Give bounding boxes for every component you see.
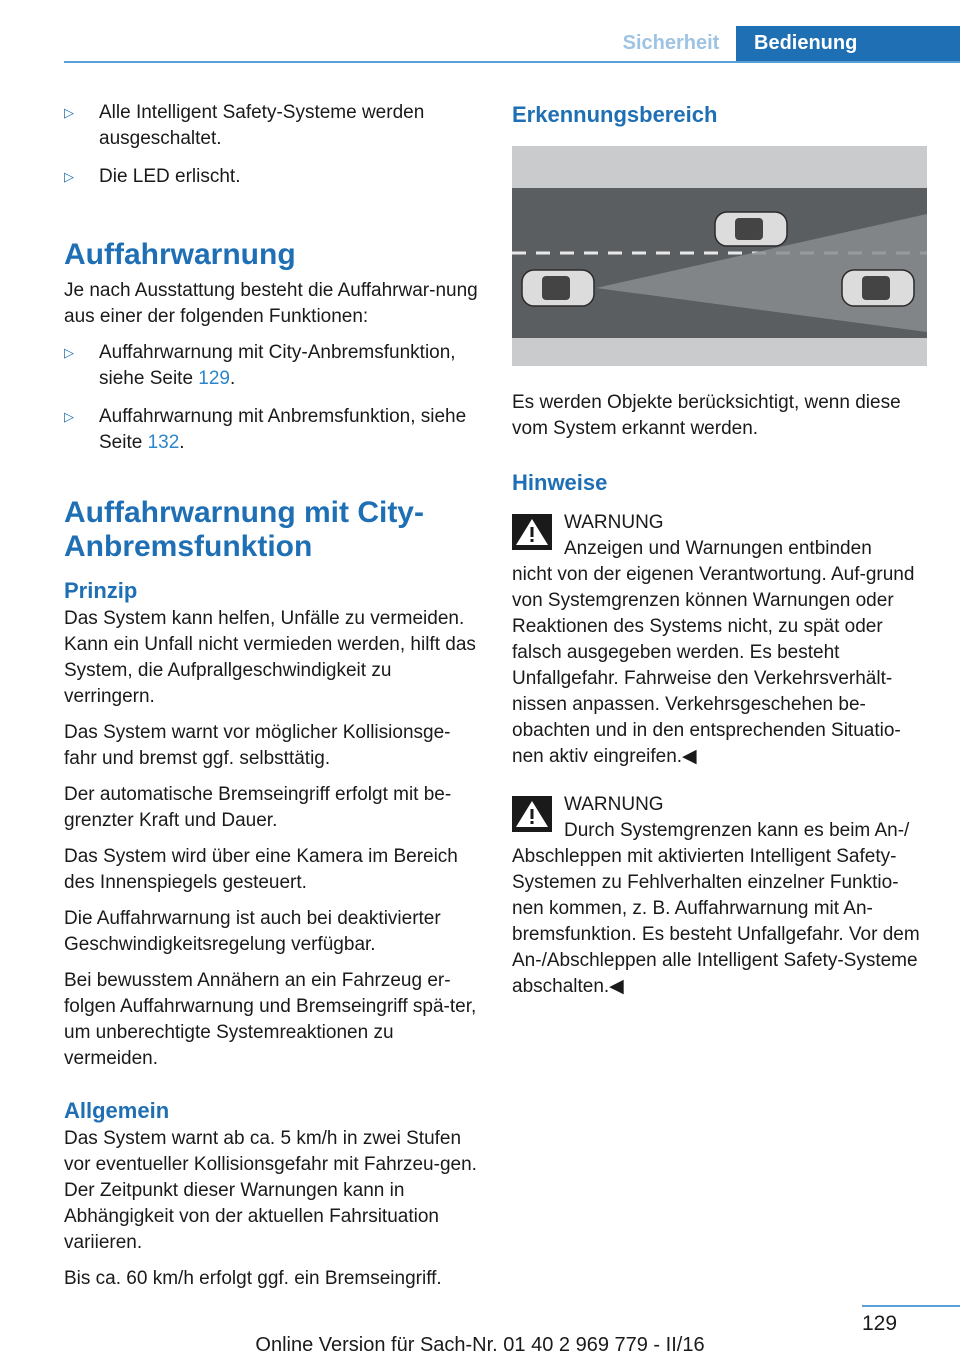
list-item: ▷ Auffahrwarnung mit City-Anbremsfunktion, siehe Seite 129. [64, 340, 479, 392]
car-right [842, 270, 914, 306]
subheading-prinzip: Prinzip [64, 578, 138, 603]
warning-title: WARNUNG [564, 794, 664, 815]
triangle-bullet-icon: ▷ [64, 409, 74, 424]
warning-triangle-icon [512, 796, 552, 832]
warning-block [512, 510, 927, 770]
car-center [715, 212, 787, 246]
page-link-132[interactable]: 132 [147, 432, 180, 453]
list-item: ▷ Auffahrwarnung mit Anbremsfunktion, siehe Seite 132. [64, 404, 479, 456]
tab-bedienung[interactable]: Bedienung [736, 26, 960, 61]
page-number-rule [862, 1305, 960, 1307]
footer-online-version: Online Version für Sach-Nr. 01 40 2 969 779 - II/16 [255, 1334, 705, 1356]
detection-range-illustration [512, 146, 927, 366]
tab-sicherheit[interactable]: Sicherheit [622, 32, 720, 54]
warning-block [512, 792, 927, 1000]
subheading-allgemein: Allgemein [64, 1098, 170, 1123]
paragraph: Das System warnt ab ca. 5 km/h in zwei Stufen vor eventueller Kollisionsgefahr mit Fahrzeu-gen. Der Zeitpunkt dieser Warnungen kann in Abhängigkeit von der aktuellen Fahrsituation variieren. [64, 1128, 477, 1253]
warning-text: nicht von der eigenen Verantwortung. Auf-grund von Systemgrenzen können Warnungen oder Reaktionen des Systems nicht, zu spät oder falsch ausgegeben werden. Es besteht Unfallgefahr. Fahrweise den Verkehrsverhält-nissen anpassen. Verkehrsgeschehen be-obachten und in den entsprechenden Situatio-nen aktiv eingreifen.◀ [512, 564, 915, 767]
page-number: 129 [862, 1312, 898, 1335]
right-column [512, 100, 927, 1010]
erkennung-paragraph: Es werden Objekte berücksichtigt, wenn diese vom System erkannt werden. [512, 392, 901, 439]
paragraph: Das System warnt vor möglicher Kollisionsge-fahr und bremst ggf. selbsttätig. [64, 722, 451, 769]
list-item: ▷ Alle Intelligent Safety-Systeme werden ausgeschaltet. [64, 100, 479, 152]
paragraph: Bis ca. 60 km/h erfolgt ggf. ein Bremseingriff. [64, 1268, 442, 1289]
subheading-hinweise: Hinweise [512, 470, 608, 495]
section-title-auffahrwarnung: Auffahrwarnung [64, 238, 296, 271]
subheading-erkennungsbereich: Erkennungsbereich [512, 102, 718, 127]
warning-triangle-icon [512, 514, 552, 550]
section-title-city-anbremsfunktion: Auffahrwarnung mit City-Anbremsfunktion [64, 496, 424, 563]
list-item: ▷ Die LED erlischt. [64, 164, 479, 190]
left-column [64, 100, 479, 1302]
paragraph: Das System kann helfen, Unfälle zu vermeiden. Kann ein Unfall nicht vermieden werden, hilft das System, die Aufprallgeschwindigkeit zu verringern. [64, 608, 476, 707]
triangle-bullet-icon: ▷ [64, 169, 74, 184]
intro-paragraph: Je nach Ausstattung besteht die Auffahrwar-nung aus einer der folgenden Funktionen: [64, 280, 478, 327]
paragraph: Bei bewusstem Annähern an ein Fahrzeug er-folgen Auffahrwarnung und Bremseingriff spä-ter, um unberechtigte Systemreaktionen zu vermeiden. [64, 970, 477, 1069]
triangle-bullet-icon: ▷ [64, 105, 74, 120]
warning-text: Abschleppen mit aktivierten Intelligent Safety-Systemen zu Fehlverhalten einzelner Funktio-nen kommen, z. B. Auffahrwarnung mit An-bremsfunktion. Es besteht Unfallgefahr. Vor dem An-/Abschleppen alle Intelligent Safety-Systeme abschalten.◀ [512, 846, 920, 997]
paragraph: Der automatische Bremseingriff erfolgt mit be-grenzter Kraft und Dauer. [64, 784, 452, 831]
paragraph: Das System wird über eine Kamera im Bereich des Innenspiegels gesteuert. [64, 846, 458, 893]
header-rule [64, 61, 960, 63]
page-link-129[interactable]: 129 [198, 368, 230, 389]
paragraph: Die Auffahrwarnung ist auch bei deaktivierter Geschwindigkeitsregelung verfügbar. [64, 908, 441, 955]
warning-title: WARNUNG [564, 512, 664, 533]
triangle-bullet-icon: ▷ [64, 345, 74, 360]
warning-first-line: Durch Systemgrenzen kann es beim An-/ [564, 820, 910, 841]
warning-first-line: Anzeigen und Warnungen entbinden [564, 538, 872, 559]
car-front-left [522, 270, 594, 306]
